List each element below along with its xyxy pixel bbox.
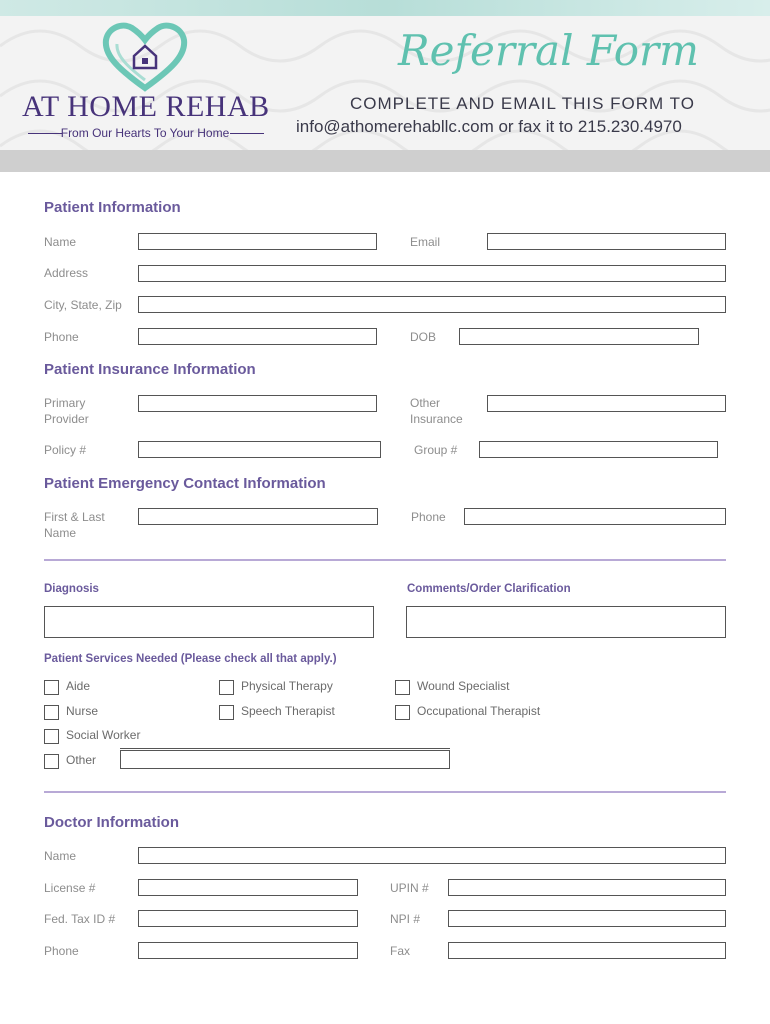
form-header xyxy=(0,0,770,172)
header-bottom-band xyxy=(0,150,770,172)
fed-tax-id-field[interactable] xyxy=(138,910,358,927)
doctor-name-label: Name xyxy=(44,849,77,863)
emergency-phone-label: Phone xyxy=(411,510,446,524)
diagnosis-label: Diagnosis xyxy=(44,583,99,595)
policy-number-field[interactable] xyxy=(138,441,381,458)
license-label: License # xyxy=(44,881,96,895)
group-number-label: Group # xyxy=(414,443,458,457)
aide-checkbox[interactable] xyxy=(44,680,59,695)
brand-name: AT HOME REHAB xyxy=(22,90,270,123)
physical-therapy-label: Physical Therapy xyxy=(241,679,333,693)
doctor-info-heading: Doctor Information xyxy=(44,814,179,831)
nurse-label: Nurse xyxy=(66,704,99,718)
patient-name-field[interactable] xyxy=(138,233,377,250)
speech-therapist-checkbox[interactable] xyxy=(219,705,234,720)
comments-label: Comments/Order Clarification xyxy=(407,583,571,595)
other-rule xyxy=(120,748,450,749)
aide-label: Aide xyxy=(66,679,91,693)
instruction-line-1: COMPLETE AND EMAIL THIS FORM TO xyxy=(350,94,695,113)
primary-provider-label: Primary Provider xyxy=(44,396,89,426)
speech-therapist-label: Speech Therapist xyxy=(241,704,335,718)
patient-dob-field[interactable] xyxy=(459,328,699,345)
upin-field[interactable] xyxy=(448,879,726,896)
patient-info-heading: Patient Information xyxy=(44,199,181,216)
other-checkbox[interactable] xyxy=(44,754,59,769)
comments-field[interactable] xyxy=(406,606,726,638)
occupational-therapist-checkbox[interactable] xyxy=(395,705,410,720)
header-top-band xyxy=(0,0,770,16)
social-worker-checkbox[interactable] xyxy=(44,729,59,744)
primary-provider-field[interactable] xyxy=(138,395,377,412)
social-worker-label: Social Worker xyxy=(66,728,141,742)
patient-address-label: Address xyxy=(44,266,89,280)
emergency-contact-heading: Patient Emergency Contact Information xyxy=(44,475,326,492)
tagline-rule-right xyxy=(230,133,264,134)
brand-tagline: From Our Hearts To Your Home xyxy=(60,126,230,140)
patient-email-field[interactable] xyxy=(487,233,726,250)
group-number-field[interactable] xyxy=(479,441,718,458)
other-label: Other xyxy=(66,753,97,767)
doctor-name-field[interactable] xyxy=(138,847,726,864)
form-title: Referral Form xyxy=(398,26,699,75)
occupational-therapist-label: Occupational Therapist xyxy=(417,704,541,718)
upin-label: UPIN # xyxy=(390,881,429,895)
section-divider xyxy=(44,791,726,793)
diagnosis-field[interactable] xyxy=(44,606,374,638)
emergency-phone-field[interactable] xyxy=(464,508,726,525)
patient-dob-label: DOB xyxy=(410,330,437,344)
npi-field[interactable] xyxy=(448,910,726,927)
patient-city-field[interactable] xyxy=(138,296,726,313)
policy-number-label: Policy # xyxy=(44,443,87,457)
wound-specialist-checkbox[interactable] xyxy=(395,680,410,695)
npi-label: NPI # xyxy=(390,912,421,926)
patient-name-label: Name xyxy=(44,235,77,249)
doctor-fax-field[interactable] xyxy=(448,942,726,959)
nurse-checkbox[interactable] xyxy=(44,705,59,720)
doctor-phone-field[interactable] xyxy=(138,942,358,959)
other-insurance-field[interactable] xyxy=(487,395,726,412)
doctor-phone-label: Phone xyxy=(44,944,79,958)
heart-house-logo-icon xyxy=(100,22,190,92)
other-service-field[interactable] xyxy=(120,750,450,769)
emergency-name-label: First & Last Name xyxy=(44,510,105,540)
services-heading: Patient Services Needed (Please check all that apply.) xyxy=(44,653,337,665)
license-field[interactable] xyxy=(138,879,358,896)
other-insurance-label: Other Insurance xyxy=(410,396,463,426)
wound-specialist-label: Wound Specialist xyxy=(417,679,510,693)
section-divider xyxy=(44,559,726,561)
patient-email-label: Email xyxy=(410,235,441,249)
fed-tax-id-label: Fed. Tax ID # xyxy=(44,912,116,926)
emergency-name-field[interactable] xyxy=(138,508,378,525)
patient-phone-label: Phone xyxy=(44,330,79,344)
physical-therapy-checkbox[interactable] xyxy=(219,680,234,695)
patient-address-field[interactable] xyxy=(138,265,726,282)
patient-phone-field[interactable] xyxy=(138,328,377,345)
insurance-info-heading: Patient Insurance Information xyxy=(44,361,256,378)
instruction-line-2: info@athomerehabllc.com or fax it to 215.230.4970 xyxy=(296,117,682,136)
patient-city-label: City, State, Zip xyxy=(44,298,122,312)
doctor-fax-label: Fax xyxy=(390,944,411,958)
